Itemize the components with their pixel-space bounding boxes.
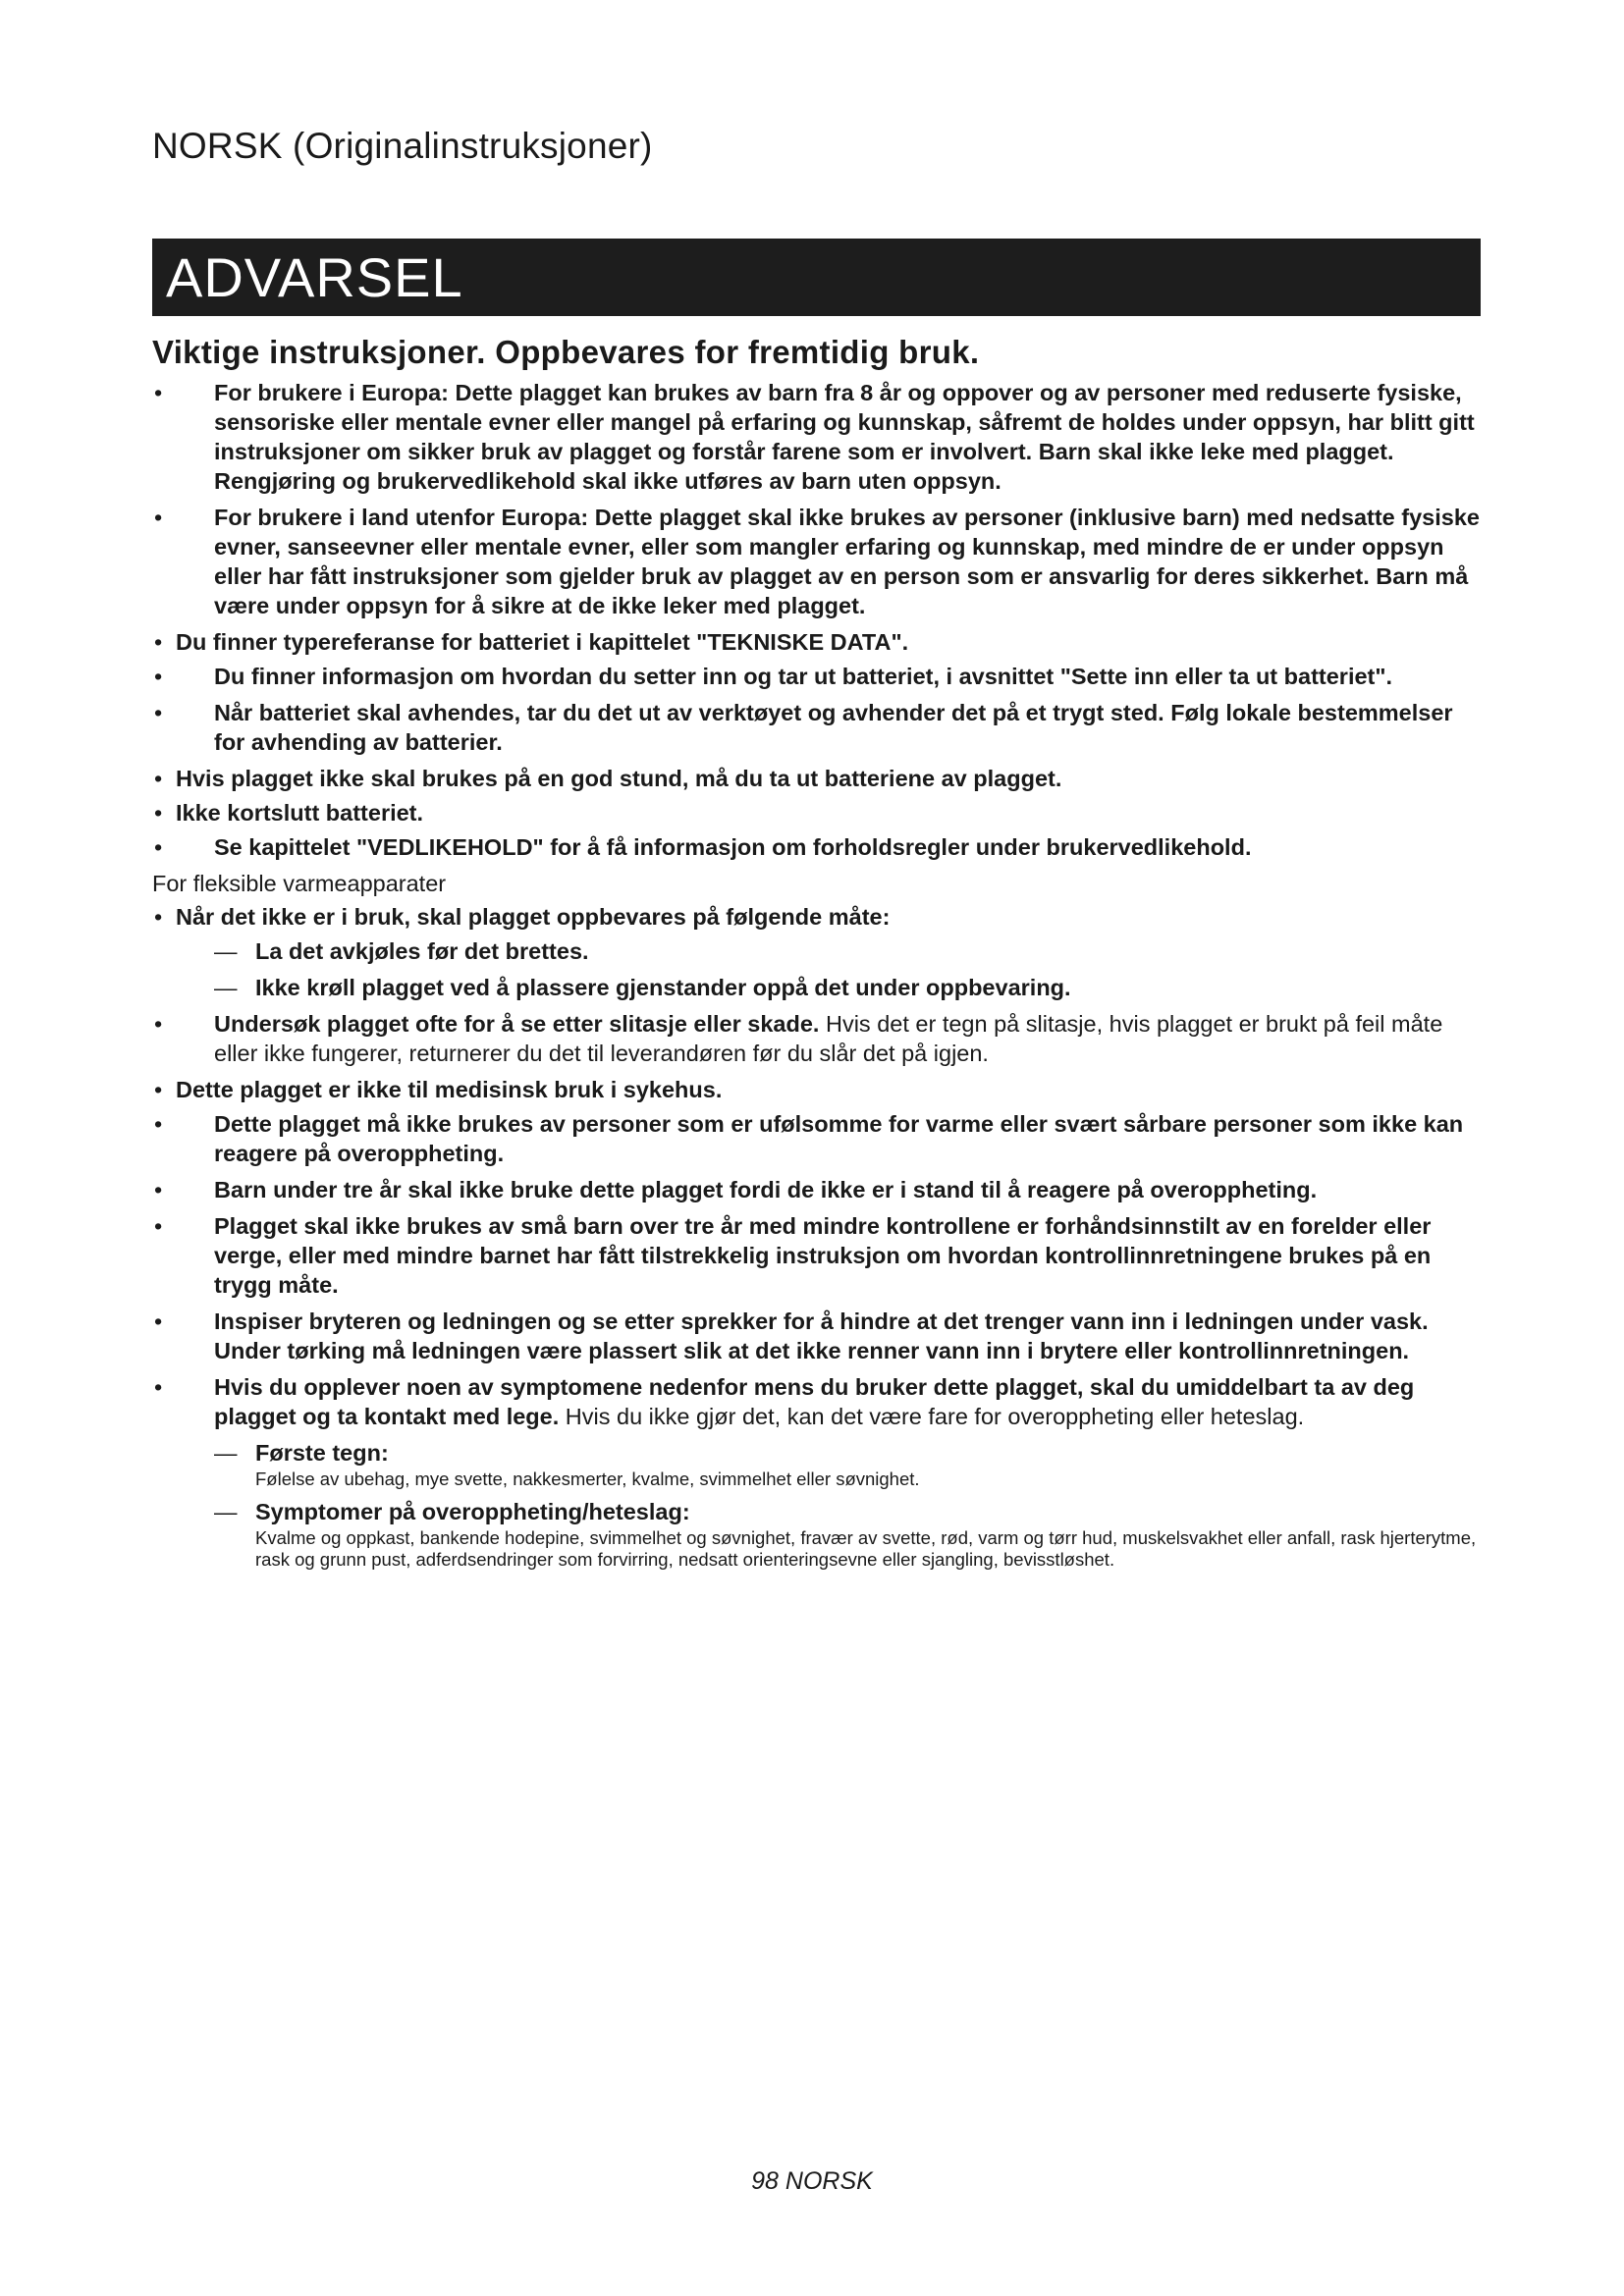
warning-item-inspect-wear: [152, 1009, 1488, 1068]
item-text: Du finner informasjon om hvordan du setter inn og tar ut batteriet, i avsnittet "Sette inn eller ta ut batteriet".: [214, 664, 1393, 689]
item-text: Når det ikke er i bruk, skal plagget oppbevares på følgende måte:: [176, 904, 891, 930]
bullet-mark: •: [154, 1374, 163, 1400]
bullet-mark: •: [154, 380, 163, 405]
warning-item-storage: [152, 902, 1488, 932]
item-text: Plagget skal ikke brukes av små barn over tre år med mindre kontrollene er forhåndsinnstilt av en forelder eller verge, eller med mindre barnet har fått tilstrekkelig instruksjon om hvordan kontrollinnretningene brukes på en trygg måte.: [214, 1213, 1432, 1298]
warning-item-short-circuit: [152, 798, 1488, 828]
page-title: NORSK (Originalinstruksjoner): [152, 126, 653, 166]
symptom-title: Første tegn:: [255, 1440, 389, 1466]
warning-item-heat-insensitive: [152, 1109, 1488, 1168]
dash-text: La det avkjøles før det brettes.: [255, 938, 589, 964]
dash-mark: —: [214, 975, 238, 1000]
item-text: Når batteriet skal avhendes, tar du det ut av verktøyet og avhender det på et trygt sted. Følg lokale bestemmelser for avhending av batterier.: [214, 700, 1453, 755]
page-number: 98 NORSK: [751, 2167, 873, 2195]
warning-item-inspect-cord: [152, 1307, 1488, 1365]
item-text: For brukere i Europa: Dette plagget kan brukes av barn fra 8 år og oppover og av personer med reduserte fysiske, sensoriske eller mentale evner eller mangel på erfaring og kunnskap, såfremt de holdes under oppsyn, har blitt gitt instruksjoner om sikker bruk av plagget og forstår farene som er involvert. Barn skal ikke leke med plagget. Rengjøring og brukervedlikehold skal ikke utføres av barn uten oppsyn.: [214, 380, 1475, 494]
bullet-mark: •: [154, 629, 163, 655]
symptom-detail: Kvalme og oppkast, bankende hodepine, svimmelhet og søvnighet, fravær av svette, rød, varm og tørr hud, muskelsvakhet eller anfall, rask hjerterytme, rask og grunn pust, adferdsendringer som forvirring, nedsatt orienteringsevne eller sjangling, bevisstløshet.: [255, 1527, 1477, 1570]
dash-mark: —: [214, 1440, 238, 1466]
item-text-bold: Hvis du opplever noen av symptomene nedenfor mens du bruker dette plagget, skal du umiddelbart ta av deg plagget og ta kontakt med lege.: [214, 1374, 1415, 1429]
item-text-bold: Undersøk plagget ofte for å se etter slitasje eller skade.: [214, 1011, 820, 1037]
warning-item-under-three: [152, 1175, 1488, 1204]
item-text: Dette plagget må ikke brukes av personer som er ufølsomme for varme eller svært sårbare personer som ikke kan reagere på overoppheting.: [214, 1111, 1464, 1166]
bullet-mark: •: [154, 1308, 163, 1334]
flexible-heaters-heading: For fleksible varmeapparater: [152, 871, 447, 896]
bullet-mark: •: [154, 664, 163, 689]
warning-label: ADVARSEL: [166, 246, 463, 308]
bullet-mark: •: [154, 1213, 163, 1239]
item-text-normal: Hvis det er tegn på slitasje, hvis plagget er brukt på feil måte eller ikke fungerer, returnerer du det til leverandøren før du slår det på igjen.: [214, 1011, 1443, 1066]
warning-item-remove-batteries: [152, 764, 1488, 793]
warning-item-young-children: [152, 1211, 1488, 1300]
warning-item-battery-reference: [152, 627, 1488, 657]
warning-item-battery-disposal: [152, 698, 1488, 757]
instructions-subheading: Viktige instruksjoner. Oppbevares for fremtidig bruk.: [152, 334, 980, 370]
warning-item-symptoms: [152, 1372, 1488, 1431]
warning-item-maintenance: [152, 832, 1488, 862]
dash-text: Ikke krøll plagget ved å plassere gjenstander oppå det under oppbevaring.: [255, 975, 1071, 1000]
item-text: Barn under tre år skal ikke bruke dette plagget fordi de ikke er i stand til å reagere på overoppheting.: [214, 1177, 1318, 1202]
item-text: Hvis plagget ikke skal brukes på en god stund, må du ta ut batteriene av plagget.: [176, 766, 1062, 791]
symptom-detail: Følelse av ubehag, mye svette, nakkesmerter, kvalme, svimmelhet eller søvnighet.: [255, 1468, 920, 1489]
bullet-mark: •: [154, 834, 163, 860]
warning-item-not-medical: [152, 1075, 1488, 1104]
bullet-mark: •: [154, 1177, 163, 1202]
item-text: Inspiser bryteren og ledningen og se etter sprekker for å hindre at det trenger vann inn i ledningen under vask. Under tørking må ledningen være plassert slik at det ikke renner vann inn i brytere eller kontrollinnretningen.: [214, 1308, 1429, 1363]
bullet-mark: •: [154, 1077, 163, 1102]
warning-banner: [152, 239, 1481, 316]
item-text: Du finner typereferanse for batteriet i kapittelet "TEKNISKE DATA".: [176, 629, 909, 655]
bullet-mark: •: [154, 766, 163, 791]
bullet-mark: •: [154, 800, 163, 826]
warning-content: [152, 378, 1488, 1577]
symptom-dash-heatstroke: [152, 1497, 1488, 1571]
warning-item-outside-europe: [152, 503, 1488, 620]
bullet-mark: •: [154, 904, 163, 930]
bullet-mark: •: [154, 700, 163, 725]
bullet-mark: •: [154, 505, 163, 530]
storage-dash-item: [152, 973, 1488, 1002]
storage-dash-item: [152, 936, 1488, 966]
dash-mark: —: [214, 938, 238, 964]
item-text: Ikke kortslutt batteriet.: [176, 800, 424, 826]
warning-item-europe: [152, 378, 1488, 496]
item-text: For brukere i land utenfor Europa: Dette plagget skal ikke brukes av personer (inklusive barn) med nedsatte fysiske evner, sanseevner eller mentale evner, eller som mangler erfaring og kunnskap, med mindre de er under oppsyn eller har fått instruksjoner som gjelder bruk av plagget av en person som er ansvarlig for deres sikkerhet. Barn må være under oppsyn for å sikre at de ikke leker med plagget.: [214, 505, 1480, 618]
bullet-mark: •: [154, 1111, 163, 1137]
bullet-mark: •: [154, 1011, 163, 1037]
dash-mark: —: [214, 1499, 238, 1524]
item-text-normal: Hvis du ikke gjør det, kan det være fare for overoppheting eller heteslag.: [559, 1404, 1305, 1429]
symptom-dash-first-signs: [152, 1438, 1488, 1490]
item-text: Dette plagget er ikke til medisinsk bruk i sykehus.: [176, 1077, 723, 1102]
item-text: Se kapittelet "VEDLIKEHOLD" for å få informasjon om forholdsregler under brukervedlikehold.: [214, 834, 1252, 860]
symptom-title: Symptomer på overoppheting/heteslag:: [255, 1499, 690, 1524]
warning-item-battery-insert: [152, 662, 1488, 691]
